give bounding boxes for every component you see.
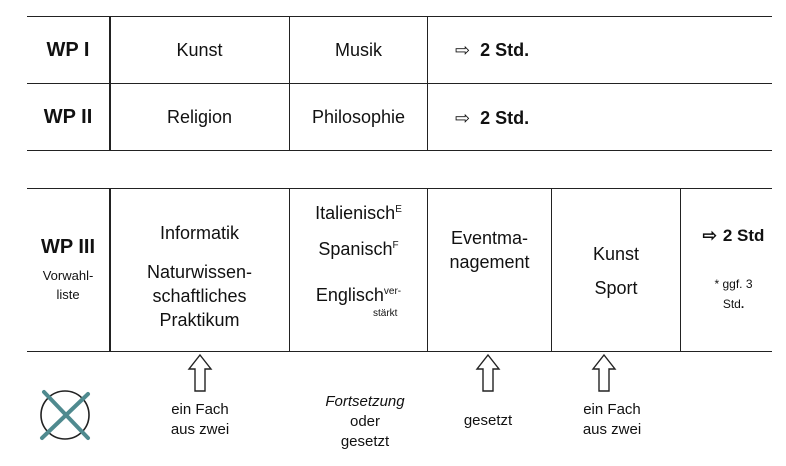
- subject-musik: Musik: [334, 39, 382, 60]
- subject-line: Praktikum: [159, 310, 240, 330]
- sublabel-line: liste: [56, 287, 80, 302]
- footnote-text: Std: [722, 297, 741, 311]
- table-bottom-border: [27, 351, 772, 352]
- subject-kunst: Kunst: [592, 244, 640, 264]
- subject-religion: Religion: [166, 106, 233, 127]
- table-bottom-border: [27, 150, 772, 151]
- arrow-up-icon: [187, 353, 213, 393]
- superscript: E: [395, 204, 402, 215]
- column-divider: [551, 188, 552, 352]
- subject-sport: Sport: [594, 278, 638, 298]
- column-divider: [680, 188, 681, 352]
- row-sublabel: [27, 266, 109, 304]
- subject-line: Eventma-: [450, 228, 529, 248]
- result-wp3: [681, 226, 786, 246]
- arrow-right-icon: ⇨: [455, 107, 471, 128]
- subject-name: Spanisch: [318, 239, 393, 259]
- subject-naturwissenschaftliches-praktikum: [110, 260, 289, 332]
- arrow-right-icon: ⇨: [455, 39, 471, 60]
- note-fortsetzung: [300, 392, 430, 452]
- result-wp2: [455, 106, 529, 130]
- superscript: ver-: [383, 286, 402, 297]
- footnote-dot: .: [740, 297, 745, 311]
- result-wp1: [455, 38, 529, 62]
- note-line: Fortsetzung: [325, 393, 405, 410]
- subject-philosophie: Philosophie: [311, 106, 406, 127]
- column-divider: [427, 16, 428, 151]
- hours-label: 2 Std: [722, 226, 765, 245]
- crossed-out-circle-icon: [36, 386, 94, 444]
- subject-line: schaftliches: [152, 286, 247, 306]
- note-line: oder: [349, 413, 381, 430]
- sublabel-line: Vorwahl-: [42, 268, 94, 283]
- subject-line: nagement: [449, 252, 530, 272]
- subject-kunst: Kunst: [176, 39, 223, 60]
- note-line: gesetzt: [340, 433, 390, 450]
- subject-spanisch: [290, 239, 427, 260]
- subject-englisch: [290, 285, 427, 306]
- note-ein-fach: [140, 400, 260, 440]
- hours-label: 2 Std.: [480, 39, 530, 60]
- arrow-up-icon: [475, 353, 501, 393]
- footnote-line: [681, 294, 786, 314]
- note-gesetzt: gesetzt: [463, 412, 513, 429]
- note-line: aus zwei: [582, 421, 642, 438]
- note-line: ein Fach: [583, 401, 641, 418]
- row-label-wp1: WP I: [46, 38, 90, 61]
- subject-line: Naturwissen-: [146, 262, 253, 282]
- table-top-border: [27, 188, 772, 189]
- hours-label: 2 Std.: [480, 107, 530, 128]
- subject-eventmanagement: [428, 226, 551, 274]
- arrow-right-icon: ⇨: [702, 226, 717, 245]
- subject-name: Englisch: [315, 285, 384, 305]
- footnote-line: * ggf. 3: [714, 277, 753, 291]
- note-line: ein Fach: [171, 401, 229, 418]
- row-label-wp3: WP III: [40, 236, 96, 258]
- subject-italienisch: [290, 203, 427, 224]
- superscript: F: [392, 240, 399, 251]
- superscript-continued: stärkt: [373, 308, 398, 319]
- row-label-wp2: WP II: [43, 105, 93, 128]
- note-ein-fach: [552, 400, 672, 440]
- footnote: [681, 274, 786, 314]
- arrow-up-icon: [591, 353, 617, 393]
- subject-name: Italienisch: [315, 203, 396, 223]
- subject-informatik: Informatik: [159, 223, 240, 243]
- note-line: aus zwei: [170, 421, 230, 438]
